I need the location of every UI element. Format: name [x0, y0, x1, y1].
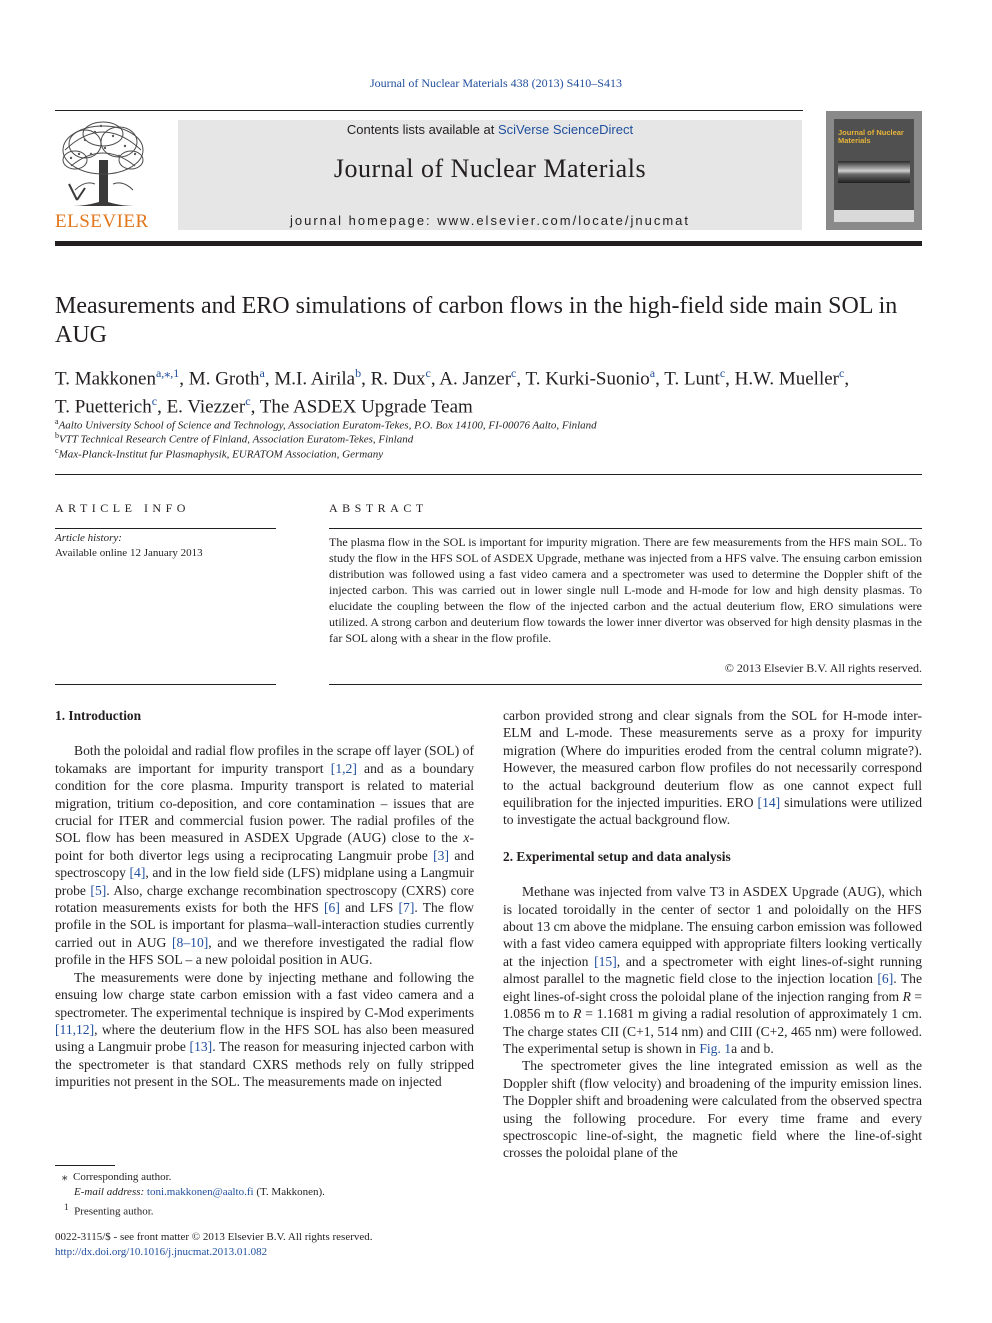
- article-info-rule: [55, 528, 276, 529]
- author[interactable]: M.I. Airila: [274, 368, 356, 390]
- author[interactable]: H.W. Mueller: [734, 368, 839, 390]
- cover-footer-bar: [834, 210, 914, 222]
- article-info-heading: ARTICLE INFO: [55, 501, 190, 515]
- affiliation: $^c$Max-Planck-Institut fur Plasmaphysik, EURATOM Association, Germany: [55, 446, 384, 461]
- intro-paragraph-2: The measurements were done by injecting methane and following the ensuing low charge state carbon emission with a fast video camera and a spectrometer. The experimental technique is inspired by C-Mod experiments [11,12], where the deuterium flow in the HFS SOL has also been measured using a Langmuir probe [13]. The reason for measuring injected carbon with the spectrometer is that standard CXRS methods rely on fully stripped impurities not present in the SOL. The measurements made on injected: [55, 969, 474, 1090]
- citation-link[interactable]: [3]: [433, 847, 450, 863]
- author-affil-mark[interactable]: a: [649, 366, 656, 380]
- author-affil-mark[interactable]: c: [511, 366, 517, 380]
- journal-homepage[interactable]: journal homepage: www.elsevier.com/locate/jnucmat: [289, 213, 691, 228]
- elsevier-tree-icon: [55, 120, 153, 210]
- footnote-presenting: $^1$ Presenting author.: [64, 1202, 154, 1218]
- citation-link[interactable]: [7]: [398, 900, 415, 916]
- article-info-bottom-rule: [55, 684, 276, 685]
- header-thick-rule: [55, 241, 922, 246]
- journal-citation[interactable]: Journal of Nuclear Materials 438 (2013) S410–S413: [370, 76, 622, 90]
- author-affil-mark[interactable]: c: [151, 394, 158, 409]
- citation-link[interactable]: [6]: [324, 900, 340, 916]
- author[interactable]: T. Kurki-Suonio: [525, 368, 650, 390]
- cover-title: Journal of Nuclear Materials: [838, 128, 904, 145]
- author[interactable]: M. Groth: [188, 368, 260, 390]
- footer-doi-link[interactable]: http://dx.doi.org/10.1016/j.jnucmat.2013.01.082: [55, 1246, 268, 1258]
- title-bottom-rule: [55, 474, 922, 475]
- elsevier-wordmark: ELSEVIER: [55, 211, 149, 232]
- elsevier-logo: [55, 120, 153, 210]
- citation-link[interactable]: [6]: [877, 971, 894, 987]
- author-affil-mark[interactable]: c: [719, 366, 726, 380]
- affiliation: $^b$VTT Technical Research Centre of Finland, Association Euratom-Tekes, Finland: [55, 431, 414, 446]
- author-affil-mark[interactable]: a: [259, 366, 265, 380]
- author[interactable]: R. Dux: [370, 368, 426, 390]
- intro-paragraph-1: Both the poloidal and radial flow profiles in the scrape off layer (SOL) of tokamaks are important for impurity transport [1,2] and as a boundary condition for the core plasma. Impurity transport is related to material migration, tritium co-deposition, and core contamination – issues that are crucial for ITER and commercial fusion power. The radial profiles of the SOL flow has been measured in ASDEX Upgrade (AUG) close to the x-point for both divertor legs using a reciprocating Langmuir probe [3] and spectroscopy [4], and in the low field side (LFS) midplane using a Langmuir probe [5]. Also, charge exchange recombination spectroscopy (CXRS) core rotation measurements exists for both the HFS [6] and LFS [7]. The flow profile in the SOL is important for plasma–wall-interaction studies currently carried out in AUG [8–10], and we therefore investigated the radial flow profile in the HFS SOL – a new poloidal position in AUG.: [55, 743, 475, 968]
- email-link[interactable]: toni.makkonen@aalto.fi: [146, 1186, 254, 1198]
- left-column: [55, 707, 474, 1091]
- journal-cover-thumbnail[interactable]: [826, 111, 922, 230]
- footnote-corresponding: ⁎ Corresponding author.: [62, 1171, 172, 1183]
- abstract-text: The plasma flow in the SOL is important for impurity migration. There are few measurements from the HFS main SOL. To study the flow in the HFS SOL of ASDEX Upgrade, methane was injected from a HFS valve. The ensuing carbon emission distribution was followed using a fast video camera and a spectrometer was used to determine the Doppler shift of the injected carbon. This was carried out in lower single null L-mode and H-mode for low and high density plasmas. To elucidate the coupling between the flow of the injected carbon and the actual deuterium flow, ERO simulations were utilized. A strong carbon and deuterium flow towards the lower inner divertor was observed for high density plasmas in the far SOL along with a shear in the flow profile.: [329, 535, 922, 645]
- author[interactable]: T. Makkonen: [55, 368, 156, 390]
- footnote-email: E-mail address: toni.makkonen@aalto.fi (T. Makkonen).: [74, 1186, 325, 1198]
- citation-link[interactable]: [1,2]: [330, 760, 357, 776]
- article-title: Measurements and ERO simulations of carbon flows in the high-field side main SOL in AUG: [55, 293, 898, 348]
- citation-link[interactable]: [4]: [129, 865, 146, 881]
- author-affil-mark[interactable]: c: [245, 394, 251, 409]
- affiliation: $^a$Aalto University School of Science and Technology, Association Euratom-Tekes, P.O. Box 14100, FI-00076 Aalto, Finland: [55, 417, 597, 432]
- author[interactable]: T. Puetterich: [55, 396, 152, 418]
- cover-image: [838, 161, 910, 183]
- header-top-rule: [55, 110, 803, 111]
- footer-issn: 0022-3115/$ - see front matter © 2013 Elsevier B.V. All rights reserved.: [55, 1231, 373, 1243]
- author-list: T. Makkonen$^{a,⁎,1}$, M. Groth$^a$, M.I. Airila$^b$, R. Dux$^c$, A. Janzer$^c$, T. Kurki-Suonio$^a$, T. Lunt$^c$, H.W. Mueller$^c$, T. Puetterich$^c$, E. Viezzer$^c$, The ASDEX Upgrade Team: [55, 366, 850, 418]
- right-column: [503, 707, 922, 1162]
- citation-link[interactable]: [15]: [594, 953, 617, 969]
- citation-link[interactable]: [14]: [757, 795, 781, 811]
- figure-link[interactable]: Fig. 1: [699, 1040, 732, 1056]
- author[interactable]: E. Viezzer: [166, 396, 246, 418]
- section-heading: 1. Introduction: [55, 708, 142, 723]
- contents-line: Contents lists available at SciVerse ScienceDirect: [346, 122, 634, 137]
- exp-paragraph-2: The spectrometer gives the line integrated emission as well as the Doppler shift (flow velocity) and broadening of the impurity emission lines. The Doppler shift and broadening were calculated from the observed spectra using the following procedure. For every time frame and every spectroscopic line-of-sight, the magnetic field where the line-of-sight crosses the poloidal plane of the: [503, 1058, 922, 1161]
- author-affil-mark[interactable]: c: [838, 366, 845, 380]
- abstract-heading: ABSTRACT: [329, 501, 428, 515]
- citation-link[interactable]: [8–10]: [172, 934, 209, 950]
- article-history-label: Article history:: [55, 532, 122, 544]
- sciencedirect-link[interactable]: SciVerse ScienceDirect: [497, 122, 634, 137]
- abstract-rule: [329, 528, 922, 529]
- author-affil-mark[interactable]: c: [425, 366, 431, 380]
- abstract-copyright: © 2013 Elsevier B.V. All rights reserved.: [724, 661, 922, 675]
- intro-paragraph-3: carbon provided strong and clear signals from the SOL for H-mode inter-ELM and L-mode. These measurements serve as a proxy for impurity migration (Where do impurities eroded from the central column migrate?). However, the measured carbon flow profiles do not necessarily correspond to the actual background deuterium flow as one cannot expect full equilibration for the injected impurities. ERO [14] simulations were utilized to investigate the actual background flow.: [503, 708, 923, 828]
- journal-banner: [178, 120, 802, 230]
- article-history-value: Available online 12 January 2013: [55, 547, 203, 559]
- section-heading: 2. Experimental setup and data analysis: [503, 848, 731, 864]
- abstract-bottom-rule: [329, 684, 922, 685]
- journal-title: Journal of Nuclear Materials: [333, 154, 647, 183]
- author[interactable]: T. Lunt: [664, 368, 720, 390]
- author[interactable]: The ASDEX Upgrade Team: [259, 396, 473, 418]
- citation-link[interactable]: [11,12]: [55, 1021, 95, 1037]
- exp-paragraph-1: Methane was injected from valve T3 in ASDEX Upgrade (AUG), which is located toroidally in the center of sector 1 and poloidally on the HFS about 13 cm above the midplane. The ensuing carbon emission was followed with a fast video camera equipped with appropriate filters looking vertically at the injection [15], and a spectrometer with eight lines-of-sight running almost parallel to the magnetic field close to the injection location [6]. The eight lines-of-sight cross the poloidal plane of the injection ranging from R = 1.0856 m to R = 1.1681 m giving a radial resolution of approximately 1 cm. The charge states CII (C+1, 514 nm) and CIII (C+2, 465 nm) were followed. The experimental setup is shown in Fig. 1a and b.: [503, 884, 923, 1056]
- citation-link[interactable]: [5]: [90, 882, 107, 898]
- author-affil-mark[interactable]: a,⁎,1: [155, 366, 180, 380]
- author[interactable]: A. Janzer: [439, 368, 512, 390]
- footnote-rule: [55, 1165, 115, 1166]
- citation-link[interactable]: [13]: [189, 1039, 213, 1055]
- author-affil-mark[interactable]: b: [355, 366, 362, 380]
